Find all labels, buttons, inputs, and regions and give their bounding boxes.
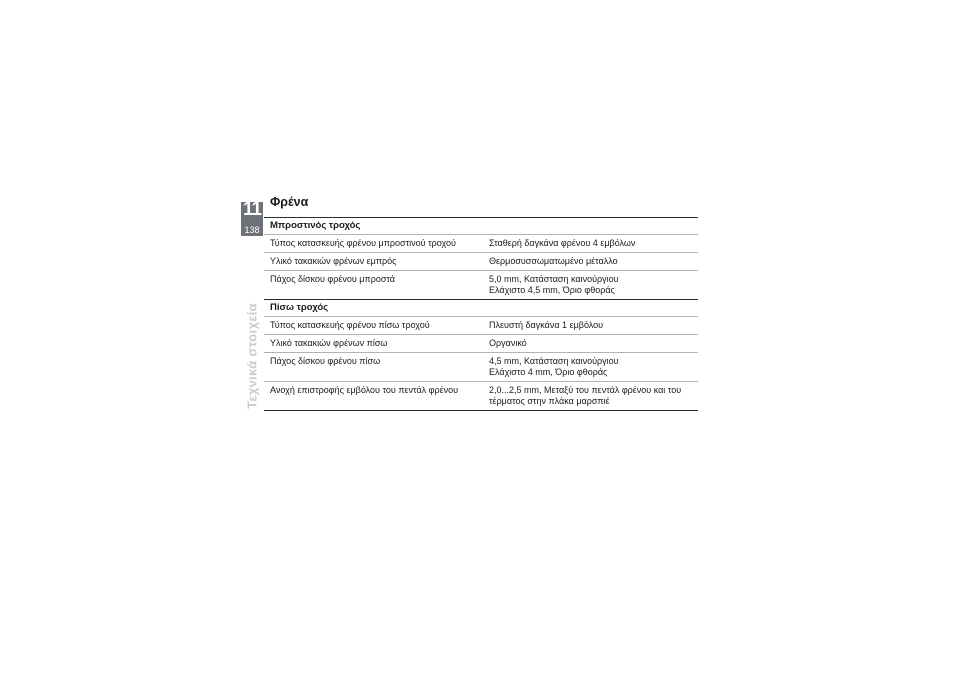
- row-label: Τύπος κατασκευής φρένου μπροστινού τροχού: [264, 235, 483, 253]
- row-label: Πάχος δίσκου φρένου μπροστά: [264, 271, 483, 300]
- row-value: Σταθερή δαγκάνα φρένου 4 εμβόλων: [483, 235, 698, 253]
- chapter-number: 11: [242, 199, 262, 220]
- group-heading-front-wheel: Μπροστινός τροχός: [264, 218, 698, 235]
- row-value: Θερμοσυσσωματωμένο μέταλλο: [483, 253, 698, 271]
- row-value: Πλευστή δαγκάνα 1 εμβόλου: [483, 317, 698, 335]
- table-row: [264, 353, 698, 382]
- row-label: Τύπος κατασκευής φρένου πίσω τροχού: [264, 317, 483, 335]
- brakes-spec-table: [264, 217, 698, 411]
- table-row: [264, 382, 698, 411]
- row-value: Οργανικό: [483, 335, 698, 353]
- row-value: 5,0 mm, Κατάσταση καινούργιου Ελάχιστο 4,5 mm, Όριο φθοράς: [483, 271, 698, 300]
- table-row: [264, 317, 698, 335]
- table-row: [264, 253, 698, 271]
- chapter-side-title: Τεχνικά στοιχεία: [244, 303, 260, 409]
- row-label: Πάχος δίσκου φρένου πίσω: [264, 353, 483, 382]
- row-label: Υλικό τακακιών φρένων πίσω: [264, 335, 483, 353]
- row-label: Ανοχή επιστροφής εμβόλου του πεντάλ φρένου: [264, 382, 483, 411]
- group-heading-row: [264, 300, 698, 317]
- row-value: 2,0...2,5 mm, Μεταξύ του πεντάλ φρένου και του τέρματος στην πλάκα μαρσπιέ: [483, 382, 698, 411]
- group-heading-rear-wheel: Πίσω τροχός: [264, 300, 698, 317]
- table-row: [264, 271, 698, 300]
- table-row: [264, 335, 698, 353]
- table-row: [264, 235, 698, 253]
- group-heading-row: [264, 218, 698, 235]
- row-label: Υλικό τακακιών φρένων εμπρός: [264, 253, 483, 271]
- page-number: 138: [244, 225, 260, 235]
- section-title: Φρένα: [270, 195, 309, 209]
- row-value: 4,5 mm, Κατάσταση καινούργιου Ελάχιστο 4 mm, Όριο φθοράς: [483, 353, 698, 382]
